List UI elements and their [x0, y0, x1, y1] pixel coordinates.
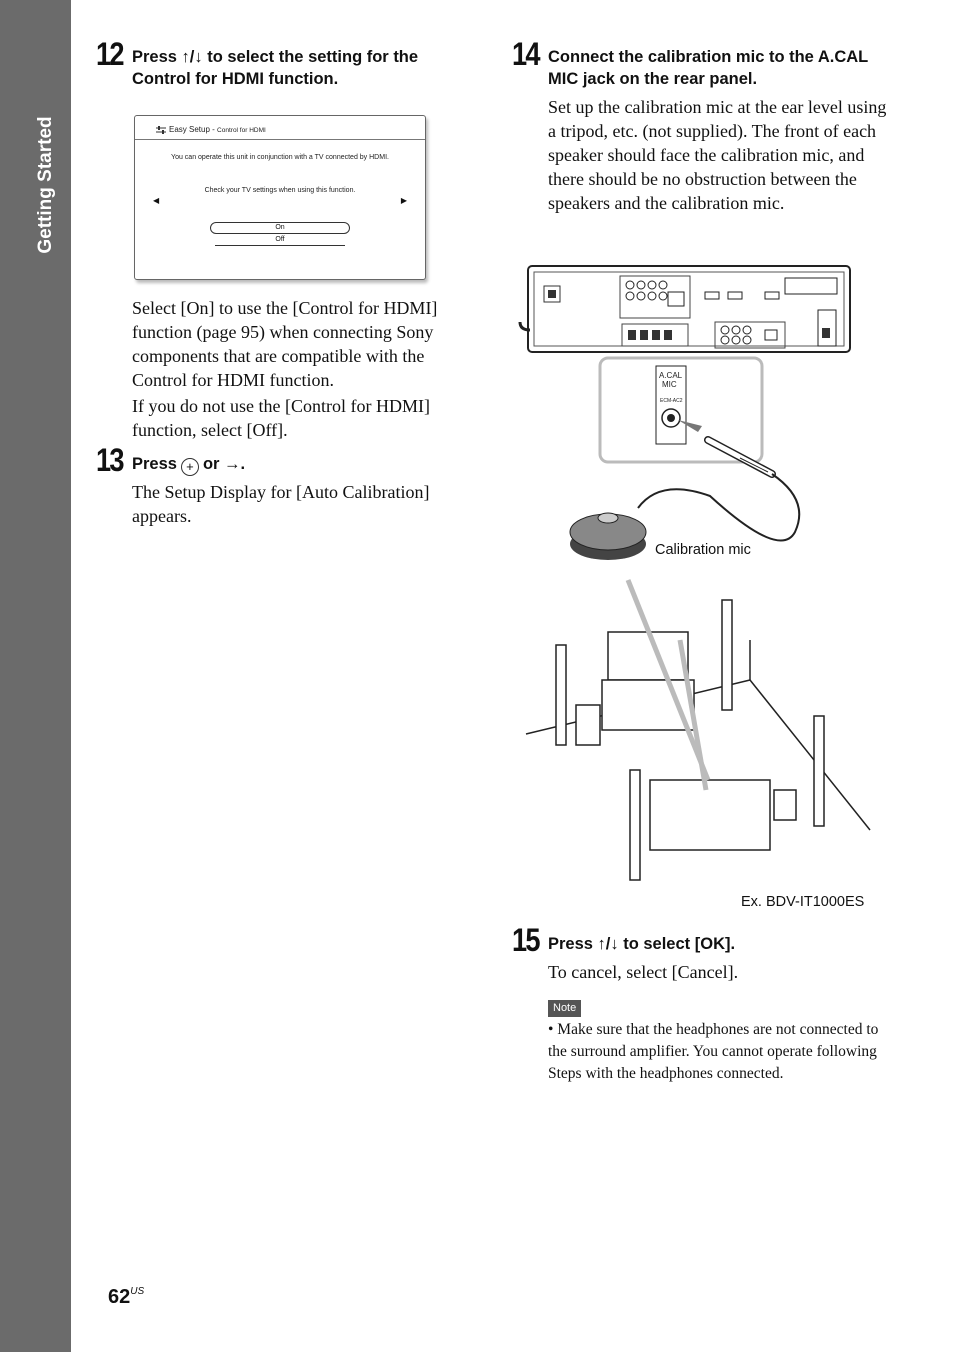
screen-check-text: Check your TV settings when using this function. — [204, 187, 356, 194]
page-number-suffix: US — [130, 1286, 145, 1297]
option-on[interactable]: On — [210, 222, 350, 234]
sidebar-tab — [0, 0, 71, 1352]
step-14-number: 14 — [512, 36, 539, 72]
example-model-label: Ex. BDV-IT1000ES — [741, 894, 865, 910]
screen-title-main: Easy Setup - — [169, 125, 215, 134]
option-off[interactable]: Off — [215, 235, 345, 246]
step-15-number: 15 — [512, 922, 539, 958]
step-14-heading: Connect the calibration mic to the A.CAL MIC jack on the rear panel. — [548, 48, 868, 88]
calibration-mic-icon — [570, 513, 646, 560]
screen-divider — [135, 139, 425, 140]
step-13-heading-post: or →. — [202, 455, 246, 473]
calibration-mic-label: Calibration mic — [655, 542, 751, 558]
screen-title-sub: Control for HDMI — [217, 127, 266, 134]
left-arrow-icon[interactable]: ◀ — [153, 196, 160, 205]
screen-title — [169, 125, 266, 134]
page-number — [108, 1286, 144, 1309]
setup-icon — [155, 126, 167, 135]
step-12-para-1: Select [On] to use the [Control for HDMI] function (page 95) when connecting Sony components that are compatible with the Control for HDMI function. — [132, 298, 438, 390]
step-15-para: To cancel, select [Cancel]. — [548, 962, 739, 982]
step-13-number: 13 — [96, 442, 123, 478]
step-13-heading-pre: Press — [132, 455, 177, 473]
page-number-value: 62 — [108, 1286, 131, 1308]
connection-illustration — [510, 260, 890, 900]
note-badge: Note — [548, 1000, 581, 1017]
jack-label-line2: MIC — [662, 380, 677, 389]
acal-mic-jack — [656, 366, 686, 444]
sidebar-label: Getting Started — [35, 116, 56, 254]
jack-sub-label: ECM-AC2 — [660, 398, 683, 404]
step-13-heading — [132, 453, 245, 476]
step-15-heading: Press ↑/↓ to select [OK]. — [548, 935, 736, 953]
enter-button-icon: + — [181, 458, 199, 476]
note-text: • Make sure that the headphones are not connected to the surround amplifier. You cannot operate following Steps with the headphones connected. — [548, 1021, 879, 1082]
right-arrow-icon[interactable]: ▶ — [400, 196, 407, 205]
step-12-para-2: If you do not use the [Control for HDMI] function, select [Off]. — [132, 396, 430, 440]
step-13-para: The Setup Display for [Auto Calibration] appears. — [132, 482, 430, 526]
screen-info-text: You can operate this unit in conjunction with a TV connected by HDMI. — [171, 154, 389, 161]
step-12-number: 12 — [96, 36, 123, 72]
step-14-para: Set up the calibration mic at the ear level using a tripod, etc. (not supplied). The front of each speaker should face the calibration mic, and there should be no obstruction between the speakers and the calibration mic. — [548, 97, 887, 213]
step-12-heading: Press ↑/↓ to select the setting for the Control for HDMI function. — [132, 48, 419, 88]
rear-panel — [520, 266, 850, 352]
setup-screen — [134, 115, 426, 280]
jack-label-line1: A.CAL — [659, 371, 683, 380]
